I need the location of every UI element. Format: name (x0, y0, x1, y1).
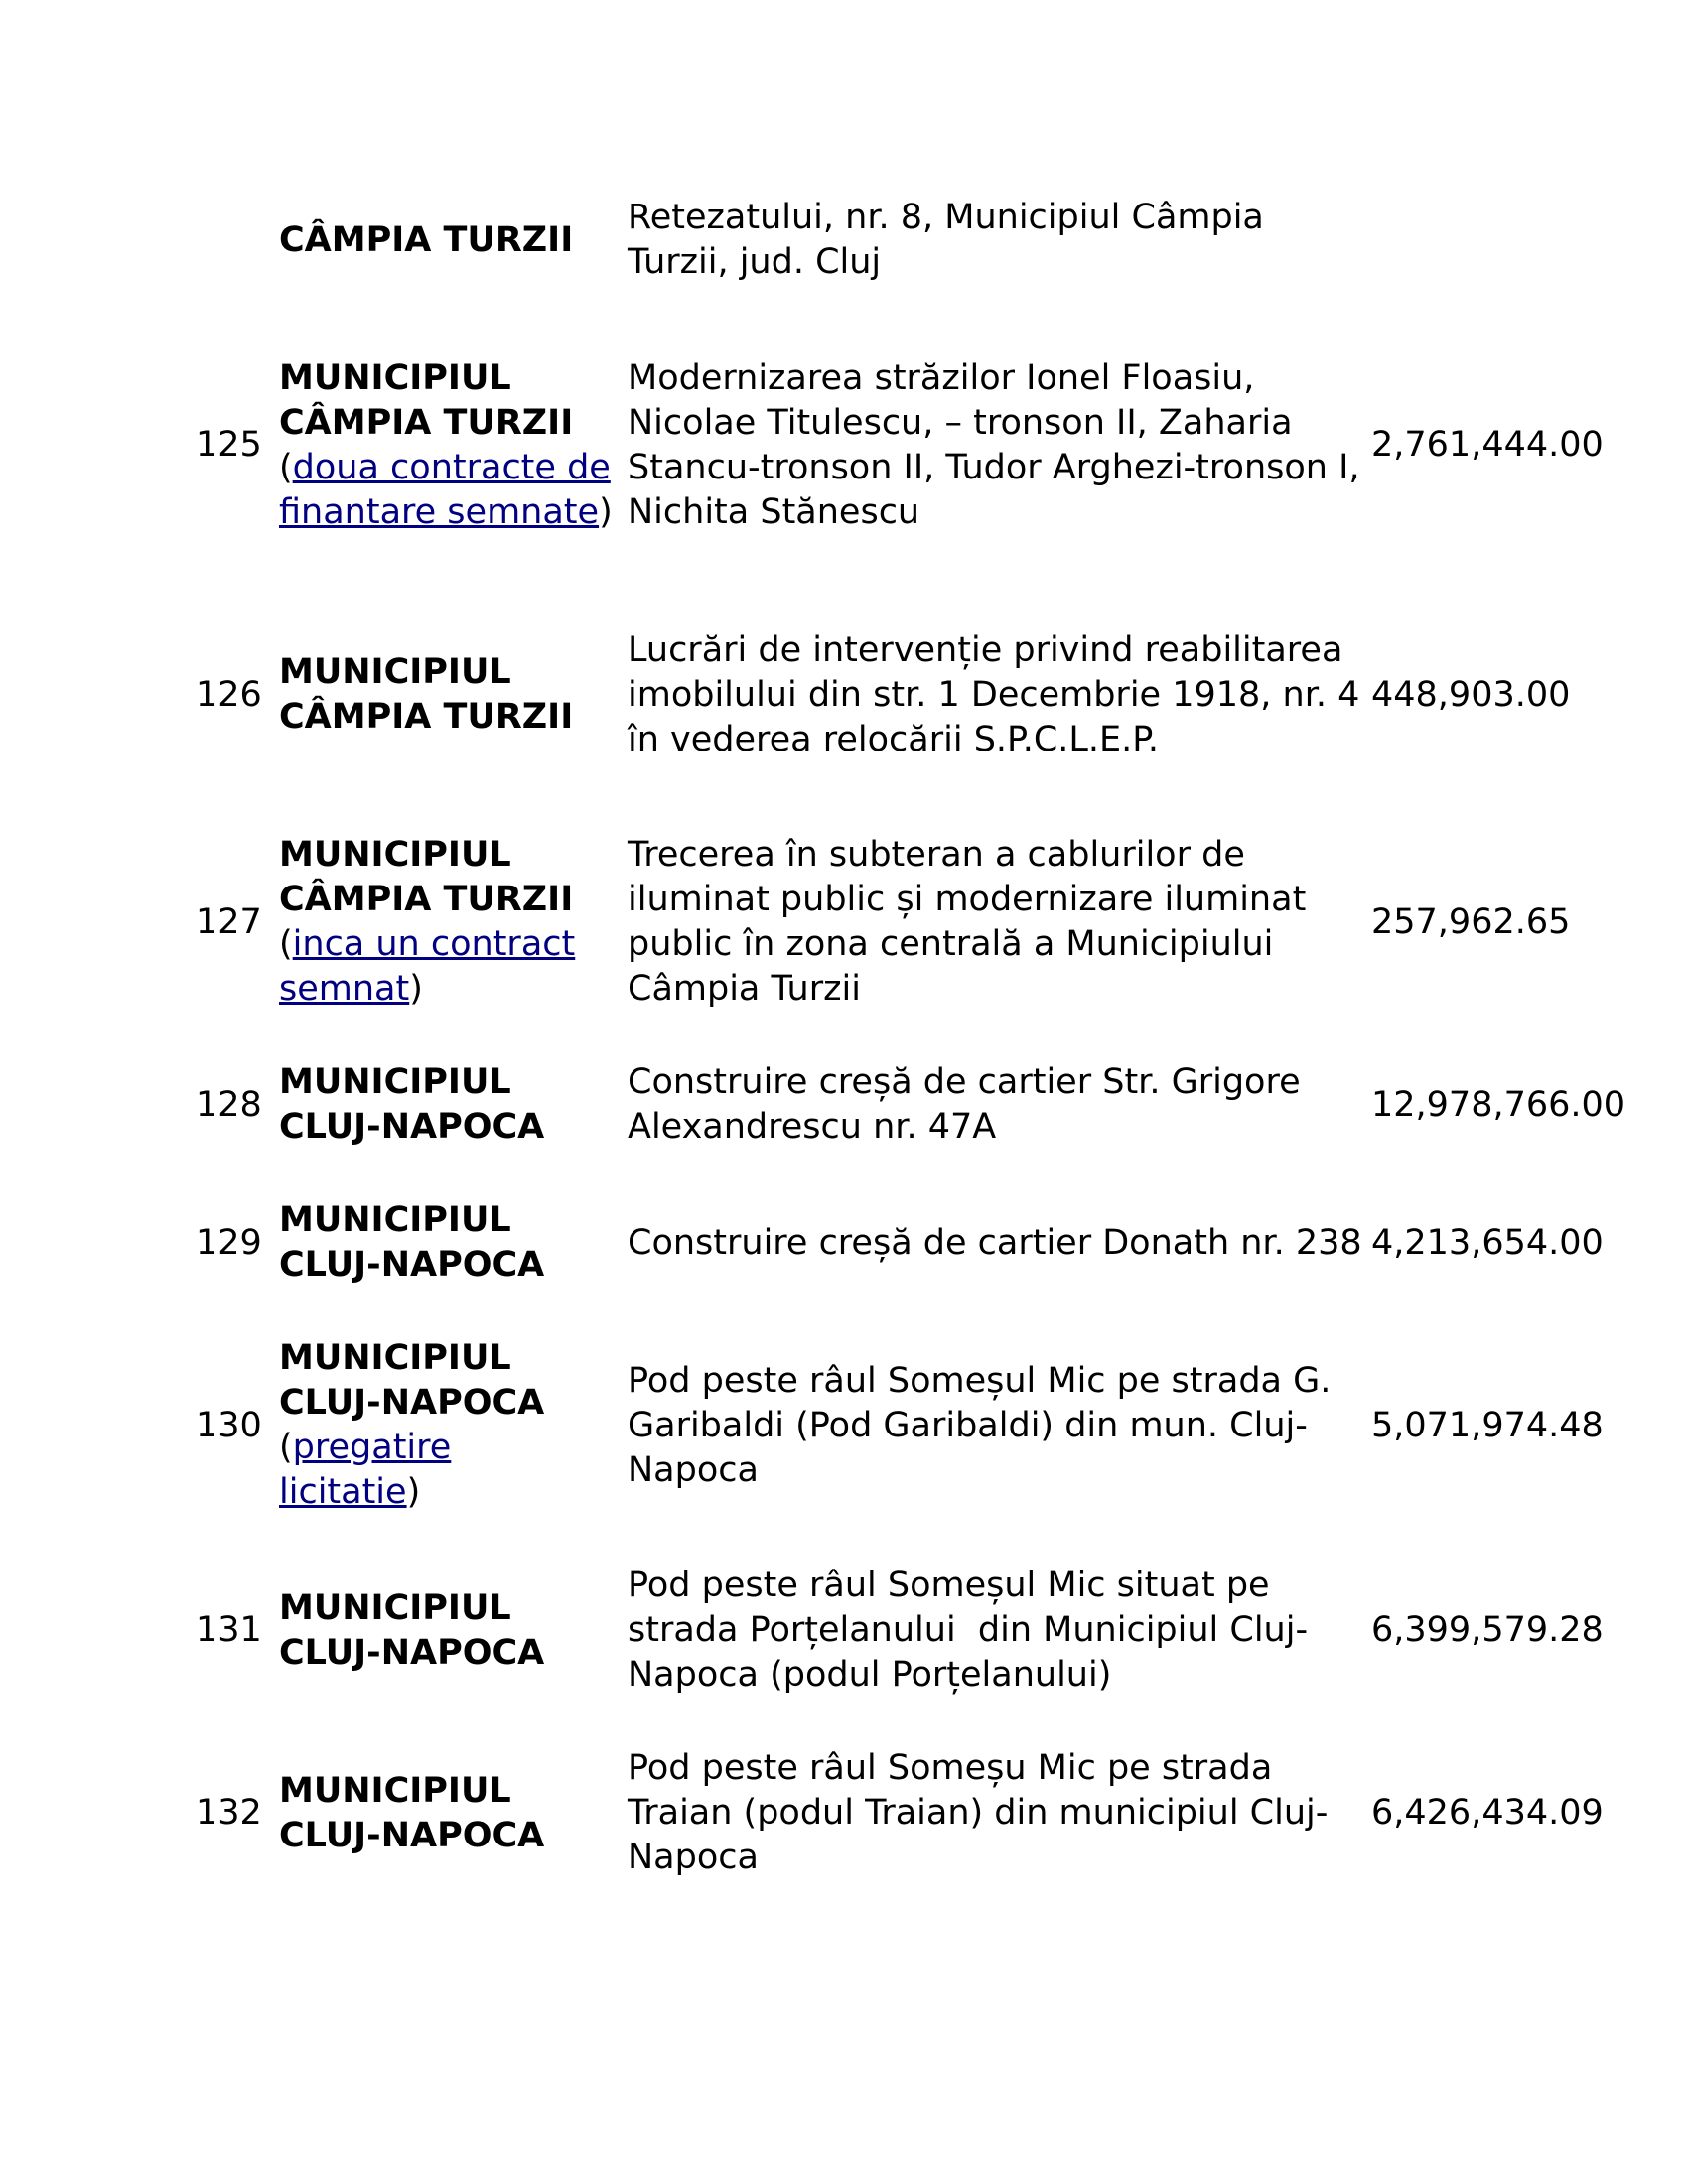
table-row (0, 1336, 1688, 1515)
amount: 4,213,654.00 (1371, 1222, 1604, 1263)
beneficiary-name-text: MUNICIPIUL CÂMPIA TURZII (279, 835, 574, 919)
amount: 12,978,766.00 (1371, 1084, 1626, 1125)
beneficiary-name: MUNICIPIUL CLUJ-NAPOCA (pregatire licitatie) (279, 1338, 545, 1512)
row-number: 129 (196, 1222, 262, 1263)
project-description-text: Pod peste râul Someșul Mic pe strada G. Garibaldi (Pod Garibaldi) din mun. Cluj-Napoca (628, 1360, 1332, 1490)
beneficiary-name (279, 1198, 617, 1288)
amount: 6,426,434.09 (1371, 1793, 1604, 1833)
contract-status-link[interactable]: pregatire licitatie (279, 1428, 452, 1512)
row-number: 128 (196, 1084, 262, 1125)
beneficiary-name: MUNICIPIUL CÂMPIA TURZII (doua contracte de finantare semnate) (279, 357, 613, 532)
beneficiary-name (279, 196, 617, 285)
project-description-text: Construire creșă de cartier Str. Grigore Alexandrescu nr. 47A (628, 1062, 1301, 1147)
row-number: 125 (196, 425, 262, 465)
project-description-text: Construire creșă de cartier Donath nr. 238 (628, 1222, 1362, 1263)
amount: 2,761,444.00 (1371, 425, 1604, 465)
project-description-text: Retezatului, nr. 8, Municipiul Câmpia Turzii, jud. Cluj (628, 198, 1264, 282)
table-row (0, 1564, 1688, 1698)
beneficiary-name-text: MUNICIPIUL CÂMPIA TURZII (279, 652, 574, 737)
project-description-text: Pod peste râul Someșul Mic situat pe strada Porțelanului din Municipiul Cluj-Napoca (podul Porțelanului) (628, 1566, 1309, 1695)
row-number: 127 (196, 901, 262, 942)
project-description (628, 833, 1372, 1012)
amount: 6,399,579.28 (1371, 1610, 1604, 1650)
amount: 448,903.00 (1371, 674, 1571, 715)
beneficiary-name (279, 1060, 617, 1150)
project-description (628, 1198, 1372, 1288)
table-row (0, 334, 1688, 557)
row-number: 126 (196, 674, 262, 715)
project-description (628, 196, 1372, 285)
beneficiary-name-text: MUNICIPIUL CLUJ-NAPOCA (279, 1770, 545, 1855)
beneficiary-name-text: CÂMPIA TURZII (279, 219, 574, 260)
project-description (628, 606, 1372, 784)
beneficiary-name (279, 1746, 577, 1880)
project-description-text: Trecerea în subteran a cablurilor de iluminat public și modernizare iluminat public în zona centrală a Municipiului Câmpia Turzii (628, 835, 1307, 1009)
project-description (628, 1336, 1372, 1515)
table-row (0, 833, 1688, 1012)
table-row (0, 1746, 1688, 1880)
beneficiary-name (279, 606, 617, 784)
project-description-text: Pod peste râul Someșu Mic pe strada Traian (podul Traian) din municipiul Cluj-Napoca (628, 1748, 1329, 1877)
beneficiary-name-text: MUNICIPIUL CLUJ-NAPOCA (279, 1062, 545, 1147)
contract-status-link[interactable]: inca un contract semnat (279, 924, 576, 1009)
contract-status-link[interactable]: doua contracte de finantare semnate (279, 447, 611, 532)
table-row (0, 606, 1688, 784)
table-row (0, 1198, 1688, 1288)
amount: 5,071,974.48 (1371, 1405, 1604, 1445)
project-description (628, 1060, 1382, 1150)
project-description (628, 1746, 1372, 1880)
project-description-text: Lucrări de intervenție privind reabilitarea imobilului din str. 1 Decembrie 1918, nr. 4 în vederea relocării S.P.C.L.E.P. (628, 629, 1360, 759)
project-description-text: Modernizarea străzilor Ionel Floasiu, Nicolae Titulescu, – tronson II, Zaharia Stancu-tronson II, Tudor Arghezi-tronson I, Nichita Stănescu (628, 357, 1360, 532)
row-number: 132 (196, 1793, 262, 1833)
beneficiary-name (279, 1564, 577, 1698)
amount (1371, 196, 1688, 285)
beneficiary-name-text: MUNICIPIUL CLUJ-NAPOCA (279, 1587, 545, 1673)
beneficiary-name-text: MUNICIPIUL CLUJ-NAPOCA (279, 1200, 545, 1285)
row-number: 130 (196, 1405, 262, 1445)
amount: 257,962.65 (1371, 901, 1571, 942)
beneficiary-name-text: MUNICIPIUL CÂMPIA TURZII (279, 357, 574, 443)
table-row (0, 196, 1688, 285)
project-description (628, 1564, 1372, 1698)
row-number (196, 196, 275, 285)
beneficiary-name-text: MUNICIPIUL CLUJ-NAPOCA (279, 1338, 545, 1423)
row-number: 131 (196, 1610, 262, 1650)
beneficiary-name: MUNICIPIUL CÂMPIA TURZII (inca un contract semnat) (279, 835, 576, 1009)
project-description (628, 334, 1372, 557)
table-row (0, 1060, 1688, 1150)
